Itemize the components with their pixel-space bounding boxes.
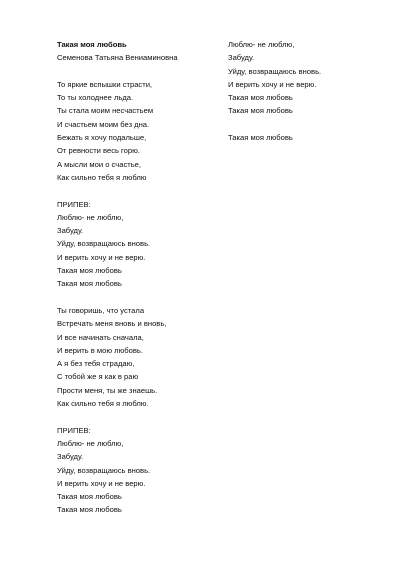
stanza: [57, 198, 222, 291]
lyric-line: Люблю- не люблю,: [57, 212, 124, 222]
song-title: Такая моя любовь: [57, 40, 127, 49]
lyric-line: Уйду, возвращаюсь вновь.: [57, 465, 151, 475]
stanza-gap: [57, 184, 222, 197]
lyric-line: Такая моя любовь: [57, 279, 122, 289]
right-column: [228, 38, 378, 144]
lyric-line: И верить хочу и не верю.: [57, 478, 146, 488]
stanza: [57, 304, 222, 410]
lyric-line: Забуду.: [57, 452, 84, 462]
lyric-line: Такая моя любовь: [57, 492, 122, 502]
lyric-line: Такая моя любовь: [228, 133, 293, 143]
left-column: [57, 38, 222, 517]
author-name: Семенова Татьяна Вениаминовна: [57, 53, 178, 63]
lyric-line: Ты стала моим несчастьем: [57, 106, 154, 116]
lyric-line: ПРИПЕВ:: [57, 425, 91, 435]
stanza-gap: [57, 65, 222, 78]
stanza-gap: [228, 118, 378, 131]
lyric-line: Как сильно тебя я люблю.: [57, 399, 149, 409]
lyric-line: Прости меня, ты же знаешь.: [57, 385, 158, 395]
lyric-line: Встречать меня вновь и вновь,: [57, 319, 167, 329]
stanza-gap: [57, 410, 222, 423]
lyric-line: То яркие вспышки страсти,: [57, 79, 153, 89]
lyric-line: Как сильно тебя я люблю: [57, 172, 147, 182]
stanza: [57, 78, 222, 184]
stanza: [57, 424, 222, 517]
stanza: [228, 131, 378, 144]
stanza: [228, 38, 378, 118]
lyric-line: Такая моя любовь: [57, 266, 122, 276]
lyric-line: И верить хочу и не верю.: [228, 79, 317, 89]
lyric-line: С тобой же я как в раю: [57, 372, 139, 382]
lyric-line: От ревности весь горю.: [57, 146, 140, 156]
stanza-gap: [57, 291, 222, 304]
lyric-line: Такая моя любовь: [57, 505, 122, 515]
lyric-line: И верить в мою любовь.: [57, 345, 143, 355]
lyric-line: И верить хочу и не верю.: [57, 252, 146, 262]
lyric-line: Уйду, возвращаюсь вновь.: [57, 239, 151, 249]
lyric-line: И счастьем моим без дна.: [57, 119, 150, 129]
lyric-line: И все начинать сначала,: [57, 332, 144, 342]
lyric-line: А я без тебя страдаю,: [57, 359, 135, 369]
lyric-line: А мысли мои о счастье,: [57, 159, 142, 169]
lyric-line: Забуду.: [228, 53, 255, 63]
lyric-line: Люблю- не люблю,: [228, 40, 295, 49]
lyric-line: Такая моя любовь: [228, 106, 293, 116]
lyric-line: Такая моя любовь: [228, 93, 293, 103]
lyric-line: Бежать я хочу подальше,: [57, 133, 147, 143]
lyric-line: Забуду.: [57, 226, 84, 236]
lyric-line: Люблю- не люблю,: [57, 438, 124, 448]
lyric-line: Уйду, возвращаюсь вновь.: [228, 66, 322, 76]
lyric-line: То ты холоднее льда.: [57, 93, 134, 103]
lyric-line: ПРИПЕВ:: [57, 199, 91, 209]
lyric-line: Ты говоришь, что устала: [57, 305, 145, 315]
